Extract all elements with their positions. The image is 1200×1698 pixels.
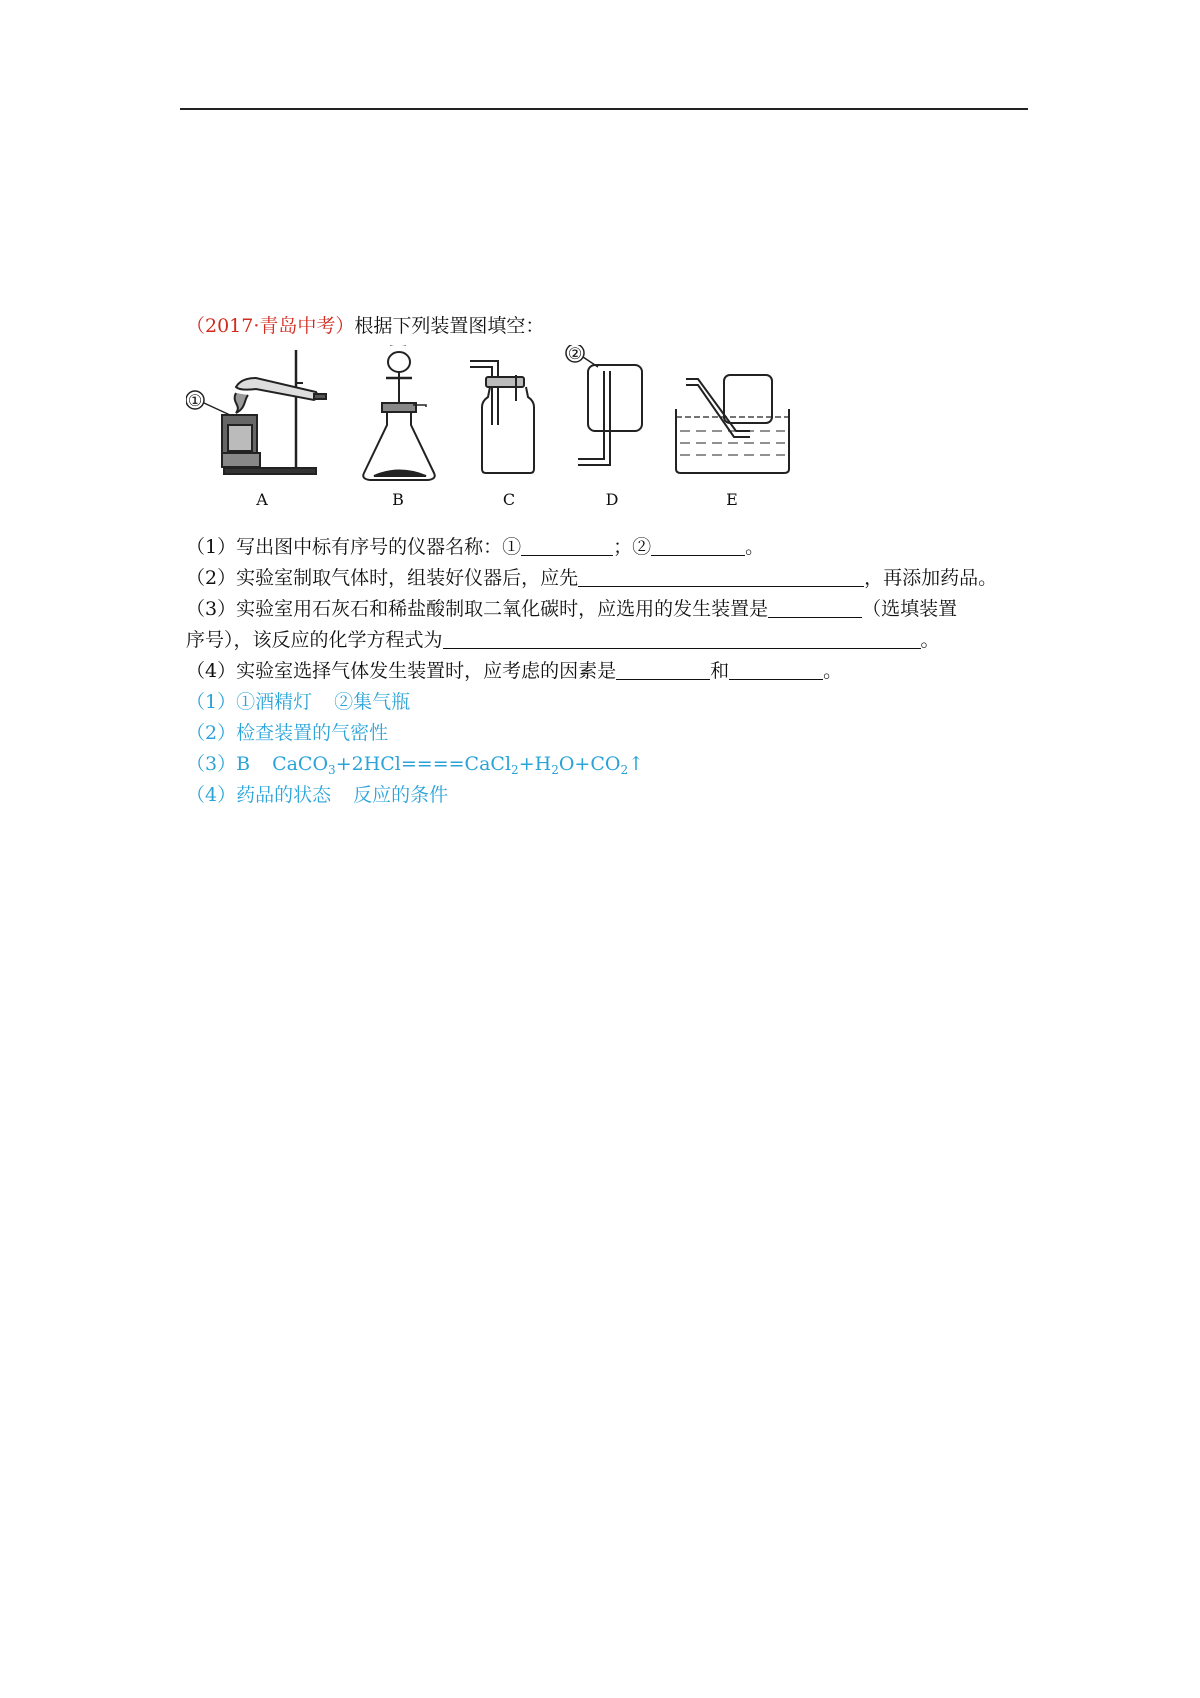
apparatus-d: [566, 345, 642, 465]
question-title: [186, 311, 544, 338]
questions: [186, 532, 1028, 687]
apparatus-b: [363, 345, 435, 480]
label-c: C: [502, 490, 516, 509]
blank-4b[interactable]: [729, 657, 823, 680]
label-a: A: [256, 490, 268, 509]
apparatus-c: [470, 361, 534, 473]
answer-4: （4）药品的状态 反应的条件: [186, 784, 449, 806]
gas-arrow-icon: ↑: [628, 753, 645, 775]
blank-1a[interactable]: [521, 533, 613, 556]
question-4: （4）实验室选择气体发生装置时，应考虑的因素是 和 。: [186, 656, 1028, 687]
answer-2: （2）检查装置的气密性: [186, 722, 389, 744]
blank-3a[interactable]: [768, 595, 862, 618]
marker-2: ②: [567, 345, 583, 363]
question-1: （1）写出图中标有序号的仪器名称：① ；② 。: [186, 532, 1028, 563]
apparatus-diagram: [186, 345, 846, 515]
apparatus-e: [676, 375, 789, 473]
marker-1: ①: [187, 391, 203, 410]
blank-1b[interactable]: [651, 533, 745, 556]
header-rule: [180, 108, 1028, 110]
answer-3: （3）B $CaCO_3+2HCl====CaCl_2+H_2O+CO_2↑$: [186, 753, 645, 777]
label-d: D: [605, 490, 619, 509]
label-e: E: [726, 490, 738, 509]
apparatus-figure: [186, 345, 846, 515]
answers: [186, 687, 644, 811]
blank-3b[interactable]: [443, 626, 921, 649]
apparatus-a: [186, 350, 326, 474]
answer-1: （1）①酒精灯 ②集气瓶: [186, 691, 411, 713]
question-3-line-2: 序号），该反应的化学方程式为 。: [186, 625, 1028, 656]
blank-4a[interactable]: [616, 657, 710, 680]
question-3-line-1: （3）实验室用石灰石和稀盐酸制取二氧化碳时，应选用的发生装置是 （选填装置: [186, 594, 1028, 625]
blank-2[interactable]: [578, 564, 864, 587]
label-b: B: [392, 490, 404, 509]
question-prompt: 根据下列装置图填空：: [354, 315, 545, 337]
question-2: （2）实验室制取气体时，组装好仪器后，应先 ，再添加药品。: [186, 563, 1028, 594]
question-source: （2017·青岛中考）: [186, 315, 355, 337]
chemical-equation: $CaCO_3+2HCl====CaCl_2+H_2O+CO_2↑$: [272, 753, 645, 777]
